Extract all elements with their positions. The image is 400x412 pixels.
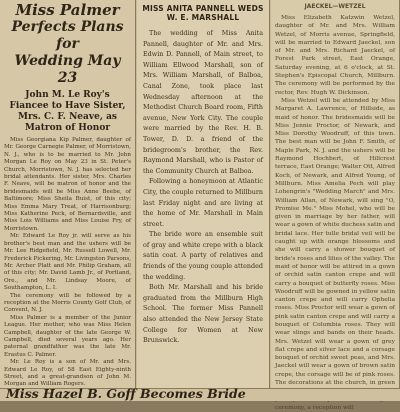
headline-line-2: Perfects Plans for <box>11 19 124 52</box>
paragraph: Mr. Le Roy is a son of Mr. and Mrs. Edward Le Roy, of 58 East Eighty-ninth Street, and a great-grandson of John M. Morgan and William Rogers. <box>4 359 131 388</box>
subhead-palmer: John M. Le Roy's Fiancee to Have Sister, Mrs. C. F. Neave, as Matron of Honor <box>9 90 126 133</box>
article-jaeckel-wetzel <box>271 0 400 411</box>
paragraph: The bride wore an ensemble suit of gray and white crepe with a black satin coat. A party of relatives and friends of the young couple attended the wedding. <box>143 230 263 281</box>
headline-line-1: Miss Palmer <box>15 1 120 19</box>
headline-jaeckel-wetzel: JAECKEL—WETZEL <box>304 3 366 10</box>
headline-goff <box>0 386 400 400</box>
paragraph: Miss Wetzel will be attended by Miss Margaret A. Lawrence, of Hillside, as maid of honor. The bridesmaids will be Miss Jennie Proctor, of Newark, and Miss Dorothy Woodruff, of this town. The best man will be John F. Smith, of Maple Park, N. J. and the ushers will be Raymond Hochbert, of Hillcrest terrace, East Orange; Walter Ott, Alfred Koch, of Newark, and Alfred Young, of Millburn. Miss Amelia Pech will play Lohengrin's "Wedding March" and Mrs. William Allan, of Newark, will sing "O, Promise Me." Miss Mohel, who will be given in marriage by her father, will wear a gown of white duchess satin and bridal lace. Her tulle bridal veil will be caught up with orange blossoms and she will carry a shower bouquet of bride's roses and lilies of the valley. The maid of honor will be attired in a gown of orchid satin canton crepe and will carry a bouquet of butterfly roses. Miss Woodruff will be gowned in yellow satin canton crepe and will carry Ophelia roses. Miss Proctor will wear a gown of pink satin canton crepe and will carry a bouquet of Columbia roses. They will wear slings and bands on their heads. Mrs. Wetzel will wear a gown of grey flat crepe and silver lace and a corsage bouquet of orchid sweet peas, and Mrs. Jaeckel will wear a gown of brown satin crepe, the corsage will be of pink roses. The decorations at the church, in green ceremony, a reception will <box>275 97 395 411</box>
headline-goff-line-2 <box>0 400 1 401</box>
paragraph: The wedding of Miss Anita Pannell, daughter of Mr. and Mrs. Edwin D. Pannell, of Main street, to William Ellwood Marshall, son of Mrs. William Marshall, of Balboa, Canal Zone, took place last Wednesday afternoon at the Methodist Church Board room, Fifth avenue, New York City. The couple were married by the Rev. H. B. Tower, D. D. a friend of the bridegroom's brother, the Rev. Raymond Marshall, who is Pastor of the Community Church at Balboa. <box>143 29 263 175</box>
headline-pannell: MISS ANITA PANNELL WEDS W. E. MARSHALL <box>142 4 264 22</box>
article-pannell <box>137 0 270 388</box>
paragraph: Mr. Edward Le Roy jr. will serve as his brother's best man and the ushers will be Mr. Lee Ridgefield, Mr. Russell Lowell, Mr. Frederick Pickering, Mr. Livingston Parsons, Mr. Archer Platt and Mr. Philip Graham, all of this city; Mr. David Lamb Jr., of Portland, Ore., and Mr. Lindsay Moore, of Southampton, L. I. <box>4 233 131 292</box>
paragraph: Miss Elizabeth Katzwin Wetzel, daughter of Mr. and Mrs. William Wetzel, of Morris avenue, Springfield, will be married to Edward Jaeckel, son of Mr. and Mrs. Richard Jaeckel, of Forest Park street, East Orange, Saturday evening, at 6 o'clock, at St. Stephen's Episcopal Church, Millburn. The ceremony will be performed by the rector, Rev. Hugh W. Dickinson. <box>275 15 395 96</box>
article-palmer <box>0 0 136 388</box>
headline-palmer <box>4 2 131 87</box>
paragraph: Miss Palmer is a member of the Junior League. Her mother, who was Miss Helen Campbell, daughter of the late George W. Campbell, died several years ago. Her paternal grandfather was the late Mr. Erastus C. Palmer. <box>4 314 131 358</box>
paragraph: Miss Georgiana Kip Palmer, daughter of Mr. George Carnegie Palmer, of Morristown, N. J., who is to be married to Mr. John Morgan Le Roy on May 23 in St. Peter's Church, Morristown, N. J. has selected her bridal attendants. Her sister, Mrs. Charles F. Neave, will be matron of honor and the bridesmaids will be Miss Anne Beebe, of Baltimore; Miss Sheila Buist, of this city; Miss Emma Mary Treat, of Harrisonburg; Miss Katherine Peck, of Bernardsville, and Miss Lois Williams and Miss Louise Fry, of Morristown. <box>4 137 131 232</box>
paragraph: Following a honeymoon at Atlantic City, the couple returned to Millburn last Friday night and are living at the home of Mr. Marshall in Main street. <box>143 177 263 228</box>
headline-line-3: Wedding May 23 <box>14 53 121 86</box>
paragraph: Both Mr. Marshall and his bride graduated from the Millburn High School. The former Miss Pannell also attended the New Jersey State College for Women at New Brunswick. <box>143 283 263 345</box>
paragraph: The ceremony will be followed by a reception at the Morris County Golf Club, of Convent, N. J. <box>4 292 131 314</box>
headline-goff-line-1: Miss Hazel B. Goff Becomes Bride <box>6 386 246 401</box>
